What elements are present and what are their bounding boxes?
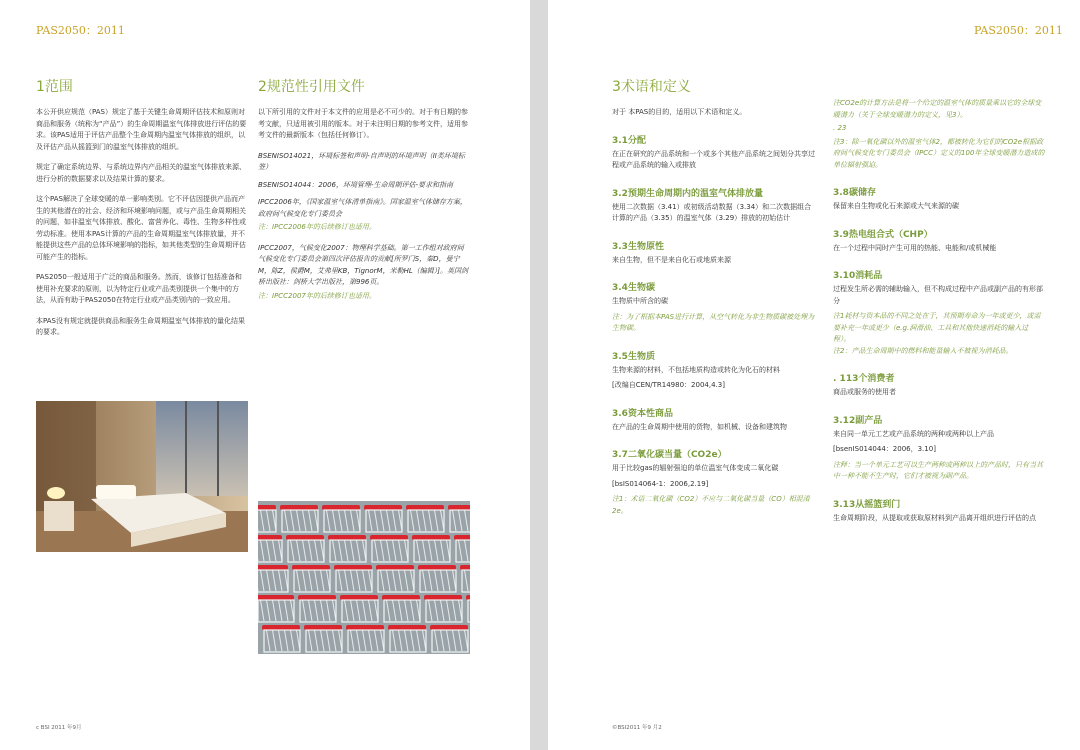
term-definition: 在正在研究的产品系统和一个或多个其他产品系统之间划分共享过程或产品系统的输入或排放: [612, 149, 815, 169]
references-column: [258, 76, 470, 311]
right-page-header: PAS2050：2011: [974, 24, 1063, 37]
term-heading: 3.2预期生命周期内的温室气体排放量: [612, 188, 763, 199]
term-entry: [612, 133, 818, 172]
term-source: [bsenIS014044：2006，3.10]: [833, 445, 936, 453]
term-definition: 生命周期阶段，从提取或获取原材料到产品离开组织进行评估的点: [833, 513, 1036, 522]
term-source: [bsIS014064-1：2006,2.19]: [612, 479, 709, 488]
terms-intro: 对于 本PAS的目的，适用以下术语和定义。: [612, 108, 747, 116]
term-definition: 过程发生所必需的辅助输入，但不构成过程中产品或副产品的有形部分: [833, 285, 1043, 305]
scope-heading: 1范围: [36, 79, 73, 95]
term-entry: [612, 280, 818, 335]
term-heading: 3.6资本性商品: [612, 408, 673, 419]
shopping-carts-photo: [258, 501, 470, 654]
left-page: [0, 0, 530, 750]
term-heading: 3.3生物原性: [612, 241, 664, 252]
reference-note: 注：IPCC2007年的后续修订也适用。: [258, 291, 376, 300]
term-definition: 生物来源的材料，不包括地质构造或转化为化石的材料: [612, 365, 780, 374]
term-definition: 用于比较gas的辐射强迫的单位温室气体变成二氧化碳: [612, 464, 779, 472]
term-definition: 商品或服务的使用者: [833, 388, 896, 396]
reference-text: BSENISO14021，环境标签和声明-自声明的环境声明（II类环境标签）: [258, 151, 465, 171]
term-note: 注：为了根据本PAS进行计算，从空气转化为非生物质碳被处理为生物碳。: [612, 312, 815, 332]
term-entry: [833, 227, 1045, 255]
reference-note: 注：IPCC2006年的后续修订也适用。: [258, 223, 376, 231]
term-heading: 3.12副产品: [833, 415, 883, 426]
term-note: 注1：术语二氧化碳（CO2）不应与二氧化碳当量（CO）相混淆2e。: [612, 495, 810, 515]
references-intro: 以下所引用的文件对于本文件的应用是必不可少的。对于有日期的参考文献，只适用被引用的版本。对于未注明日期的参考文件，适用参考文件的最新版本（包括任何修订）。: [258, 108, 468, 139]
term-heading: 3.1分配: [612, 135, 646, 146]
right-page: [548, 0, 1080, 750]
term-source: [改编自CEN/TR14980：2004,4.3]: [612, 381, 725, 389]
term-note: . 23: [833, 124, 847, 132]
term-heading: . 113个消费者: [833, 374, 895, 384]
bedroom-photo: [36, 401, 248, 552]
term-definition: 生物质中所含的碳: [612, 297, 668, 305]
terms-column-1: [612, 76, 818, 531]
term-entry: [612, 239, 818, 267]
left-page-header: PAS2050：2011: [36, 24, 125, 37]
reference-text: IPCC2006年，《国家温室气体清单指南》。国家温室气体储存方案，政府间气候变化专门委员会: [258, 198, 467, 218]
term-heading: 3.8碳储存: [833, 188, 876, 198]
scope-paragraph: 本PAS没有规定就提供商品和服务生命周期温室气体排放的量化结果的要求。: [36, 316, 246, 336]
term-note: 注CO2e的计算方法是将一个给定的温室气体的质量乘以它的全球变暖潜力（关于全球变暖潜力的定义，见3）。: [833, 99, 1042, 119]
reference-entry: [258, 197, 470, 234]
term-entry: [833, 268, 1045, 357]
term-entry: [612, 406, 818, 434]
term-entry: [612, 186, 818, 225]
reference-entry: [258, 180, 470, 192]
term-definition: 在产品的生命周期中使用的货物，如机械、设备和建筑物: [612, 422, 787, 431]
left-page-footer: c BSI 2011 年9月: [36, 725, 82, 731]
term-definition: 来自同一单元工艺或产品系统的两种或两种以上产品: [833, 429, 994, 438]
term-heading: 3.9热电组合式（CHP）: [833, 229, 933, 240]
term-entry: [833, 371, 1045, 399]
term-heading: 3.10消耗品: [833, 271, 883, 281]
term-definition: 来自生物，但不是来自化石或地质来源: [612, 255, 731, 264]
scope-column: [36, 76, 248, 348]
reference-text: BSENISO14044：2006，环境管理-生命周期评估-要求和指南: [258, 180, 454, 189]
term-note: 注3：除一氧化碳以外的温室气体2，都被转化为它们的CO2e根据政府间气候变化专门委员会（IPCC）定义的100年全球变暖潜力造成的单位辐射强迫。: [833, 137, 1045, 169]
term-definition: 在一个过程中同时产生可用的热能、电能和/或机械能: [833, 243, 997, 252]
term-heading: 3.5生物质: [612, 351, 655, 362]
reference-text: IPCC2007，气候变化2007：物理科学基础。第一工作组对政府间气候变化专门委员会第四次评估报告的贡献[所罗门S，秦D，曼宁M，陈Z，侯爵M，艾弗里KB，TignorM，米勒HL（编辑）]。英国剑桥出版社：剑桥大学出版社，第996页。: [258, 243, 468, 286]
scope-paragraph: 本公开供应规范（PAS）规定了基于关键生命周期评估技术和原则对商品和服务（统称为“产品”）的生命周期温室气体排放进行评估的要求。该PAS适用于评估产品整个生命周期内温室气体排放的组织，以及评估产品从摇篮到门的温室气体排放的组织。: [36, 108, 247, 151]
term-heading: 3.7二氧化碳当量（CO2e）: [612, 450, 727, 460]
scope-paragraph: 规定了确定系统边界、与系统边界内产品相关的温室气体排放来源、进行分析的数据要求以及结果计算的要求。: [36, 163, 246, 183]
references-heading: 2规范性引用文件: [258, 79, 365, 95]
term-entry: [612, 447, 818, 517]
term-note: 注释：当一个单元工艺可以生产两种或两种以上的产品时，只有当其中一种不能不生产时，它们才被视为副产品。: [833, 460, 1043, 480]
term-entry: [612, 349, 818, 392]
term-entry: [833, 185, 1045, 213]
terms-heading: 3术语和定义: [612, 79, 691, 95]
term-heading: 3.13从摇篮到门: [833, 499, 901, 510]
reference-entry: [258, 151, 470, 174]
term-note: 注1耗材与资本品的不同之处在于，其预期寿命为一年或更少，或需要补充一年或更少（e.g.润滑油、工具和其他快速消耗的输入过程）。 注2：产品生命周期中的燃料和能量输入不被视为消耗品。: [833, 312, 1041, 355]
term-definition: 保留来自生物或化石来源或大气来源的碳: [833, 202, 959, 210]
term-definition: 使用二次数据（3.41）或初级活动数据（3.34）和二次数据组合计算的产品（3.35）的温室气体（3.29）排放的初始估计: [612, 202, 812, 222]
right-page-footer: ©BSI2011 年9 月2: [612, 725, 662, 731]
term-entry: [833, 497, 1045, 525]
reference-entry: [258, 243, 470, 303]
term-entry: [833, 413, 1045, 483]
term-heading: 3.4生物碳: [612, 283, 655, 293]
scope-paragraph: PAS2050一般适用于广泛的商品和服务。然而，该修订包括准备和使用补充要求的原则，以为特定行业或产品类别提供一个集中的方法，从而有助于PAS2050在特定行业或产品类别内的一致应用。: [36, 273, 242, 304]
scope-paragraph: 这个PAS解决了全球变暖的单一影响类别。它不评估因提供产品而产生的其他潜在的社会、经济和环境影响问题，或与产品生命周期相关的问题，如非温室气体排放、酸化、富营养化、毒性、生物多样性或劳动标准。使用本PAS计算的产品的生命周期温室气体排放量，并不能提供这些产品的总体环境影响的指标，如其他类型的生命周期评估可能产生的指标。: [36, 195, 246, 261]
terms-column-2: [833, 98, 1045, 538]
